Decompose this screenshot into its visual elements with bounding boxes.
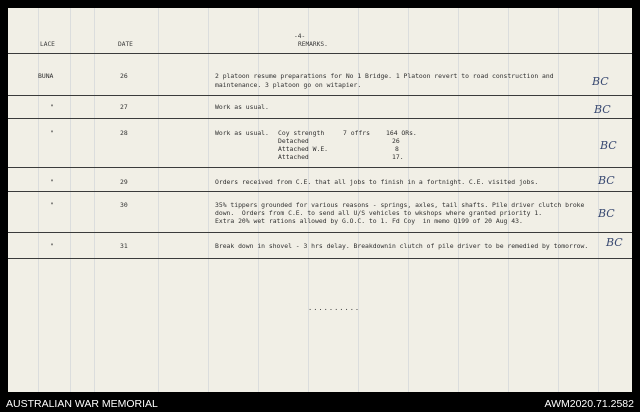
entry-date: 27: [120, 103, 128, 111]
strength-label: Attached: [278, 153, 309, 161]
strength-label: Detached: [278, 137, 309, 145]
ledger-line: [258, 8, 259, 392]
date-column-header: DATE: [118, 41, 133, 48]
remarks-column-header: REMARKS.: [298, 41, 328, 48]
entry-remark-line: Work as usual.: [215, 103, 269, 111]
ledger-line: [458, 8, 459, 392]
entry-date: 31: [120, 242, 128, 250]
entry-remark-line: Break down in shovel - 3 hrs delay. Breakdownin clutch of pile driver to be remedied by tomorrow.: [215, 242, 589, 250]
entry-place: ": [50, 129, 54, 137]
ledger-line: [598, 8, 599, 392]
entry-date: 30: [120, 201, 128, 209]
strength-ors: 164 ORs.: [386, 129, 417, 137]
entry-rule: [8, 258, 632, 259]
end-of-page-marker: ..........: [308, 304, 361, 312]
strength-value: 17.: [392, 153, 404, 161]
entry-remark-line: 35% tippers grounded for various reasons - springs, axles, tail shafts. Pile driver clutch broke: [215, 201, 585, 209]
entry-date: 28: [120, 129, 128, 137]
ledger-line: [308, 8, 309, 392]
entry-remark-line: maintenance. 3 platoon go on witapier.: [215, 81, 362, 89]
strength-label: Attached W.E.: [278, 145, 329, 153]
footer-accession-number: AWM2020.71.2582: [544, 398, 634, 410]
strength-officers: 7 offrs: [343, 129, 370, 137]
ledger-line: [558, 8, 559, 392]
ledger-line: [94, 8, 95, 392]
entry-remark-line: down. Orders from C.E. to send all U/S vehicles to wkshops where granted priority 1.: [215, 209, 543, 217]
entry-place: ": [50, 201, 54, 209]
entry-place: ": [50, 178, 54, 186]
initials-signature: BC: [600, 139, 617, 152]
entry-place: BUNA: [38, 72, 54, 80]
entry-rule: [8, 95, 632, 96]
strength-label: Coy strength: [278, 129, 325, 137]
initials-signature: BC: [592, 75, 609, 88]
ledger-line: [38, 8, 39, 392]
ledger-line: [158, 8, 159, 392]
page-number: -4-: [294, 33, 306, 40]
place-column-header: LACE: [40, 41, 55, 48]
ledger-line: [408, 8, 409, 392]
initials-signature: BC: [606, 236, 623, 249]
entry-remark-line: Work as usual.: [215, 129, 269, 137]
strength-value: 26: [392, 137, 400, 145]
entry-date: 29: [120, 178, 128, 186]
entry-remark-line: Orders received from C.E. that all jobs to finish in a fortnight. C.E. visited jobs.: [215, 178, 539, 186]
entry-remark-line: Extra 20% wet rations allowed by G.O.C. to 1. Fd Coy in memo Q199 of 20 Aug 43.: [215, 217, 523, 225]
ledger-line: [70, 8, 71, 392]
entry-remark-line: 2 platoon resume preparations for No 1 Bridge. 1 Platoon revert to road construction and: [215, 72, 554, 80]
ledger-line: [508, 8, 509, 392]
initials-signature: BC: [598, 207, 615, 220]
strength-value: 8: [395, 145, 399, 153]
header-rule: [8, 53, 632, 54]
entry-rule: [8, 191, 632, 192]
entry-rule: [8, 118, 632, 119]
entry-rule: [8, 167, 632, 168]
entry-place: ": [50, 103, 54, 111]
ledger-line: [358, 8, 359, 392]
diary-sheet: [8, 8, 632, 392]
entry-place: ": [50, 242, 54, 250]
initials-signature: BC: [594, 103, 611, 116]
ledger-line: [208, 8, 209, 392]
initials-signature: BC: [598, 174, 615, 187]
entry-rule: [8, 232, 632, 233]
entry-date: 26: [120, 72, 128, 80]
footer-institution: AUSTRALIAN WAR MEMORIAL: [6, 398, 158, 410]
